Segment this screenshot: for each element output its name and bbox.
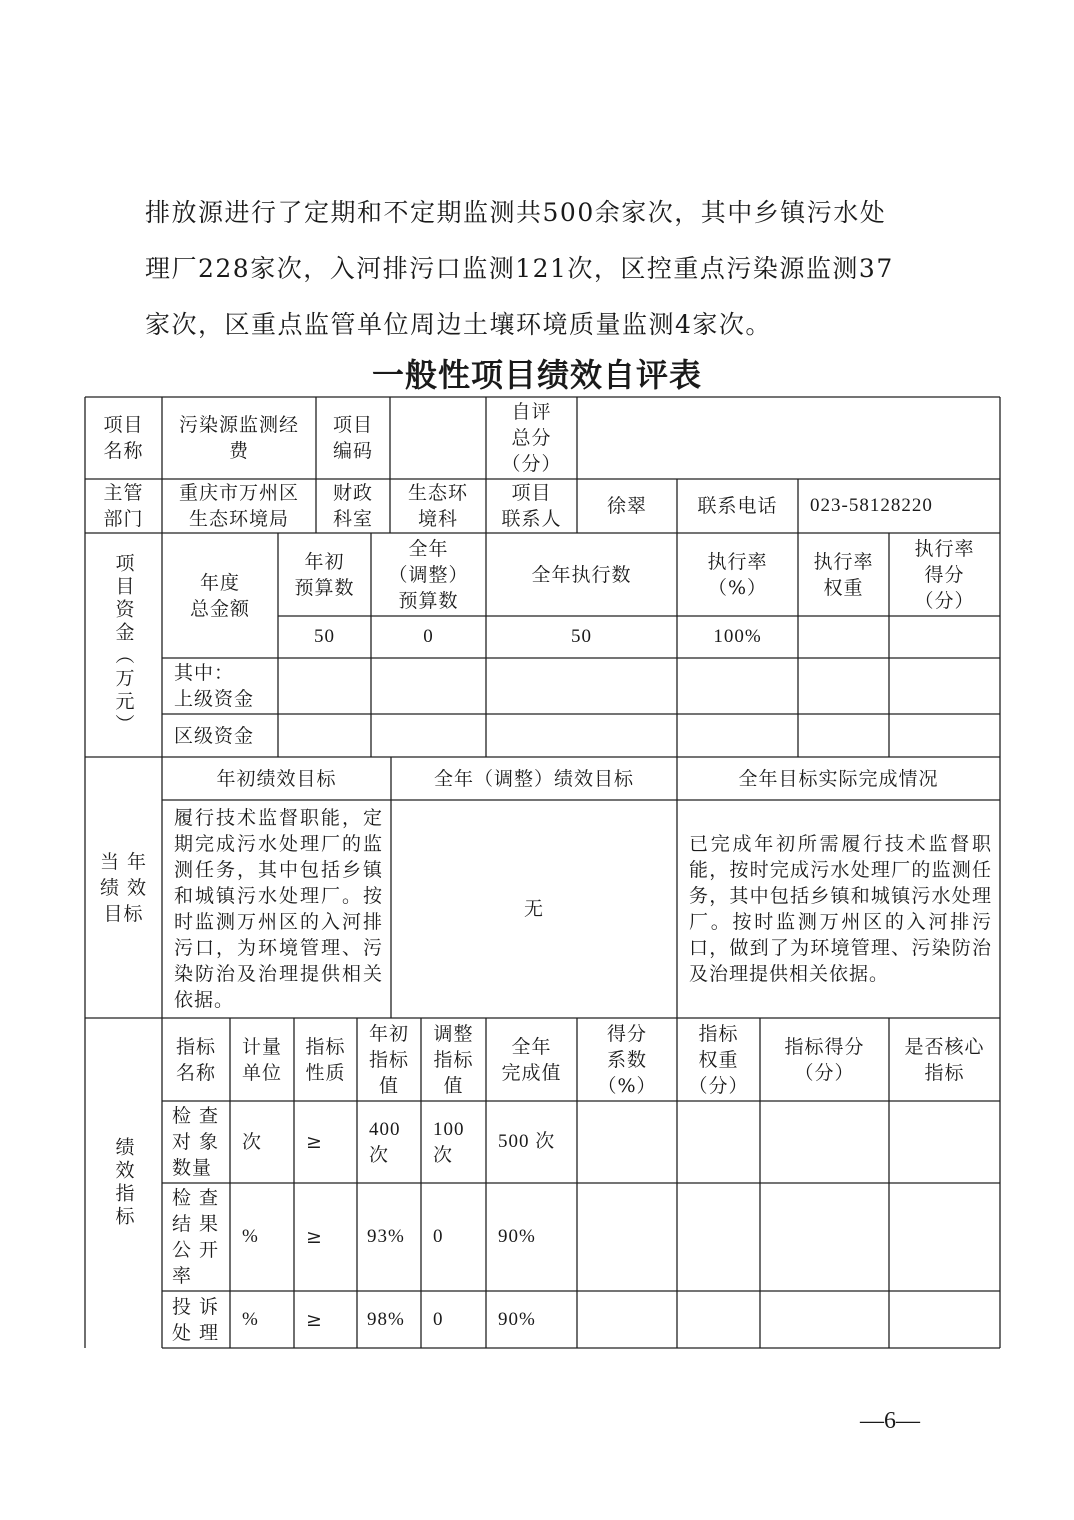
paragraph-line: 家次，区重点监管单位周边土壤环境质量监测4家次。 bbox=[145, 310, 772, 339]
actual-goal-text: 已完成年初所需履行技术监督职能，按时完成污水处理厂的监测任务，其中包括乡镇和城镇污水处理厂。按时监测万州区的入河排污口，做到了为环境管理、污染防治及治理提供相关依据。 bbox=[689, 833, 992, 985]
indicator-unit: % bbox=[242, 1226, 259, 1247]
indicator-header: 指标 名称 bbox=[175, 1035, 216, 1084]
indicator-unit: % bbox=[242, 1308, 259, 1330]
indicator-completed-value: 500 次 bbox=[498, 1131, 556, 1152]
finance-value: 生态环 境科 bbox=[407, 482, 468, 530]
indicator-header: 指标得分 （分） bbox=[784, 1035, 865, 1084]
exec-weight-label: 执行率 权重 bbox=[813, 550, 874, 599]
goals-section-label: 当 年 绩 效 目标 bbox=[99, 850, 148, 925]
indicator-name: 投 诉 处 理 bbox=[172, 1295, 220, 1344]
paragraph-line: 理厂228家次，入河排污口监测121次，区控重点污染源监测37 bbox=[145, 254, 894, 283]
executed-label: 全年执行数 bbox=[531, 563, 632, 586]
executed-value: 50 bbox=[571, 626, 592, 647]
initial-budget-value: 50 bbox=[314, 626, 335, 647]
indicator-initial-value: 98% bbox=[367, 1308, 405, 1330]
indicator-adjusted-value: 0 bbox=[433, 1226, 444, 1247]
adjusted-goal-text: 无 bbox=[523, 898, 544, 920]
indicator-name: 检 查 对 象 数量 bbox=[172, 1105, 220, 1179]
phone-value: 023-58128220 bbox=[810, 495, 933, 516]
adjusted-budget-value: 0 bbox=[423, 626, 434, 647]
finance-label: 财政 科室 bbox=[332, 482, 373, 530]
indicator-header: 是否核心 指标 bbox=[904, 1035, 985, 1084]
self-score-label: 自评 总分 （分） bbox=[501, 401, 562, 475]
paragraph-line: 排放源进行了定期和不定期监测共500余家次，其中乡镇污水处 bbox=[145, 198, 887, 227]
project-code-label: 项目 编码 bbox=[332, 414, 373, 462]
funds-section-label bbox=[85, 533, 162, 757]
indicator-header: 指标 权重 （分） bbox=[688, 1022, 749, 1097]
indicator-name: 检 查 结 果 公 开 率 bbox=[172, 1187, 220, 1287]
exec-rate-value: 100% bbox=[713, 626, 762, 647]
actual-goal-header: 全年目标实际完成情况 bbox=[738, 767, 939, 790]
initial-goal-text: 履行技术监督职能，定期完成污水处理厂的监测任务，其中包括乡镇和城镇污水处理厂。按时监测万州区的入河排污口，为环境管理、污染防治及治理提供相关依据。 bbox=[174, 807, 383, 1011]
table-title: 一般性项目绩效自评表 bbox=[371, 356, 702, 394]
initial-goal-header: 年初绩效目标 bbox=[216, 767, 337, 790]
indicator-adjusted-value: 100 次 bbox=[433, 1119, 465, 1166]
dept-label: 主管 部门 bbox=[103, 482, 144, 530]
funds-section-text: 项目资金（万元） bbox=[112, 553, 135, 737]
indicator-initial-value: 93% bbox=[367, 1226, 405, 1247]
indicators-section-label bbox=[85, 1018, 162, 1348]
total-amount-label: 年度 总金额 bbox=[189, 571, 250, 620]
indicator-unit: 次 bbox=[242, 1131, 263, 1153]
project-code-value bbox=[390, 397, 486, 479]
adjusted-goal-header: 全年（调整）绩效目标 bbox=[433, 767, 634, 790]
self-score-value bbox=[577, 397, 1000, 479]
indicator-completed-value: 90% bbox=[498, 1226, 536, 1247]
dept-value: 重庆市万州区 生态环境局 bbox=[178, 482, 299, 530]
page-number: —6— bbox=[860, 1408, 920, 1434]
project-name-value: 污染源监测经 费 bbox=[178, 414, 299, 462]
indicator-header: 计量 单位 bbox=[241, 1035, 282, 1084]
contact-value: 徐翠 bbox=[606, 495, 647, 517]
indicator-header: 得分 系数 （%） bbox=[597, 1022, 657, 1097]
indicator-header: 调整 指标 值 bbox=[433, 1022, 474, 1097]
indicators-section-text: 绩效指标 bbox=[112, 1137, 135, 1229]
adjusted-budget-label: 全年 （调整） 预算数 bbox=[388, 537, 469, 612]
exec-rate-label: 执行率 （%） bbox=[707, 550, 768, 599]
indicator-header: 年初 指标 值 bbox=[368, 1022, 409, 1097]
indicator-nature: ≥ bbox=[306, 1226, 323, 1248]
indicator-header: 指标 性质 bbox=[305, 1035, 346, 1084]
initial-budget-label: 年初 预算数 bbox=[294, 550, 355, 599]
phone-label: 联系电话 bbox=[697, 495, 778, 517]
upper-funds-label: 其中： 上级资金 bbox=[174, 662, 255, 710]
indicator-adjusted-value: 0 bbox=[433, 1308, 444, 1330]
indicator-completed-value: 90% bbox=[498, 1308, 536, 1330]
contact-label: 项目 联系人 bbox=[501, 482, 562, 530]
district-funds-label: 区级资金 bbox=[174, 724, 255, 747]
exec-score-label: 执行率 得分 （分） bbox=[914, 537, 975, 612]
indicator-nature: ≥ bbox=[306, 1308, 323, 1331]
indicator-nature: ≥ bbox=[306, 1131, 323, 1153]
indicator-header: 全年 完成值 bbox=[501, 1035, 562, 1084]
project-name-label: 项目 名称 bbox=[103, 414, 144, 462]
indicator-initial-value: 400 次 bbox=[369, 1119, 401, 1166]
